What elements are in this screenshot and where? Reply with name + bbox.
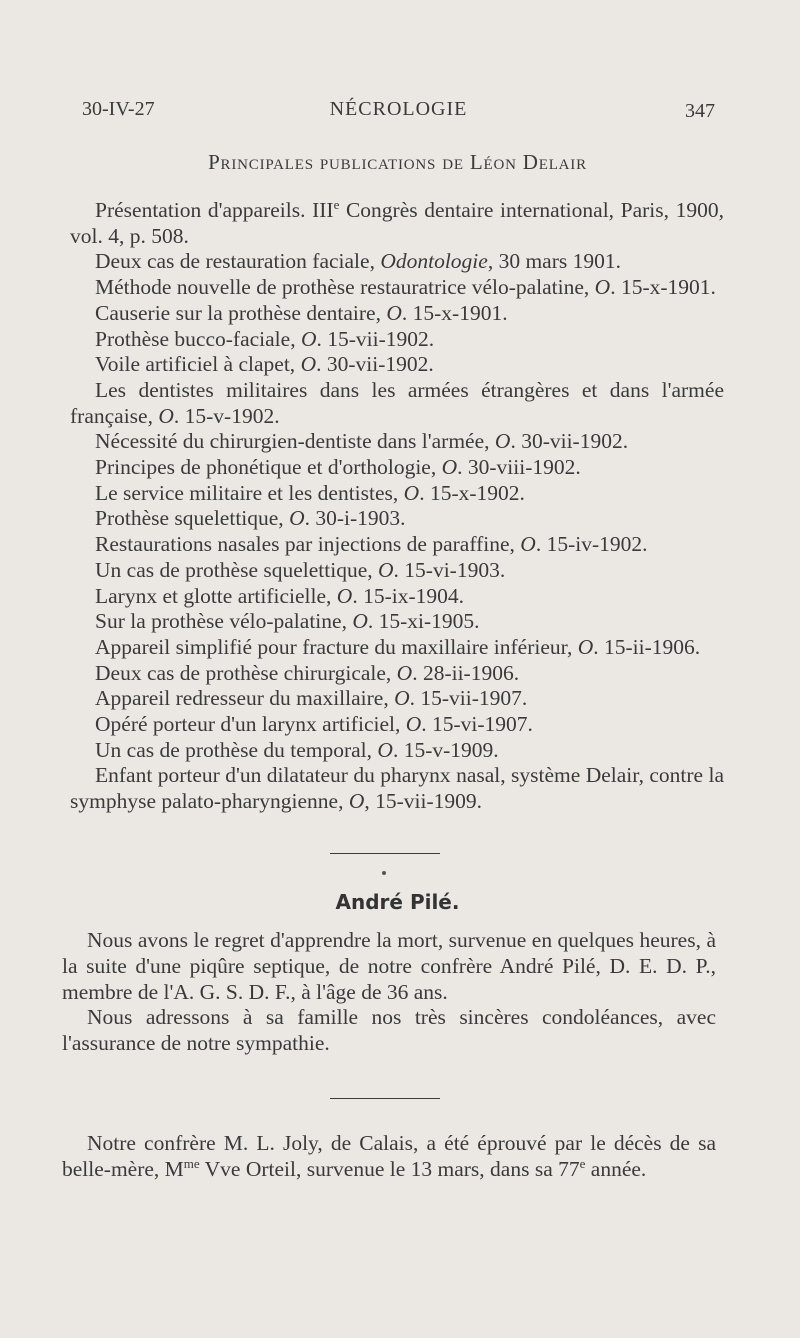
- running-header: [82, 98, 715, 128]
- header-section: NÉCROLOGIE: [329, 98, 468, 120]
- publication-entry: Appareil simplifié pour fracture du maxillaire inférieur, O. 15-ii-1906.: [95, 634, 701, 659]
- publication-entry: Deux cas de prothèse chirurgicale, O. 28-ii-1906.: [95, 660, 520, 685]
- publication-entry: Deux cas de restauration faciale, Odontologie, 30 mars 1901.: [95, 249, 621, 274]
- publication-entry: Opéré porteur d'un larynx artificiel, O. 15-vi-1907.: [95, 712, 533, 737]
- publication-entry: Un cas de prothèse squelettique, O. 15-vi-1903.: [95, 557, 506, 582]
- obituary-paragraph: Nous adressons à sa famille nos très sincères condoléances, avec l'assurance de notre sympathie.: [62, 1005, 716, 1056]
- section-rule-2: [330, 1098, 440, 1099]
- publication-entry: Nécessité du chirurgien-dentiste dans l'armée, O. 30-vii-1902.: [95, 429, 629, 454]
- publication-entry: Sur la prothèse vélo-palatine, O. 15-xi-1905.: [95, 609, 480, 634]
- publication-entry: Prothèse squelettique, O. 30-i-1903.: [95, 506, 406, 531]
- publication-entry: Présentation d'appareils. IIIe Congrès dentaire international, Paris, 1900, vol. 4, p. 508.: [70, 196, 724, 248]
- publication-entry: Appareil redresseur du maxillaire, O. 15-vii-1907.: [95, 686, 528, 711]
- publications-title: Principales publications de Léon Delair: [208, 150, 587, 174]
- publications-list: [70, 198, 724, 815]
- publication-entry: Méthode nouvelle de prothèse restauratrice vélo-palatine, O. 15-x-1901.: [95, 275, 716, 300]
- publication-entry: Les dentistes militaires dans les armées étrangères et dans l'armée française, O. 15-v-1902.: [70, 377, 724, 428]
- publication-entry: Restaurations nasales par injections de paraffine, O. 15-iv-1902.: [95, 532, 648, 557]
- publication-entry: Voile artificiel à clapet, O. 30-vii-1902.: [95, 352, 434, 377]
- page-number: 347: [685, 100, 715, 122]
- obituary-title: André Pilé.: [335, 890, 460, 914]
- header-date: 30-IV-27: [82, 98, 155, 120]
- section-rule-1: [330, 853, 440, 854]
- publication-entry: Larynx et glotte artificielle, O. 15-ix-1904.: [95, 583, 464, 608]
- obituary-body: [62, 928, 716, 1057]
- publication-entry: Prothèse bucco-faciale, O. 15-vii-1902.: [95, 326, 435, 351]
- publication-entry: Causerie sur la prothèse dentaire, O. 15-x-1901.: [95, 300, 508, 325]
- publication-entry: Principes de phonétique et d'orthologie, O. 30-viii-1902.: [95, 455, 581, 480]
- obituary-paragraph: Nous avons le regret d'apprendre la mort, survenue en quelques heures, à la suite d'une piqûre septique, de notre confrère André Pilé, D. E. D. P., membre de l'A. G. S. D. F., à l'âge de 36 ans.: [62, 928, 716, 1004]
- publication-entry: Enfant porteur d'un dilatateur du pharynx nasal, système Delair, contre la symphyse palato-pharyngienne, O, 15-vii-1909.: [70, 763, 724, 814]
- publication-entry: Le service militaire et les dentistes, O. 15-x-1902.: [95, 480, 525, 505]
- separator-dot: [382, 871, 386, 875]
- notice-paragraph: Notre confrère M. L. Joly, de Calais, a été éprouvé par le décès de sa belle-mère, $M^{me}$ Vve Orteil, survenue le 13 mars, dans sa 77e année.: [62, 1131, 716, 1181]
- publication-entry: Un cas de prothèse du temporal, O. 15-v-1909.: [95, 737, 499, 762]
